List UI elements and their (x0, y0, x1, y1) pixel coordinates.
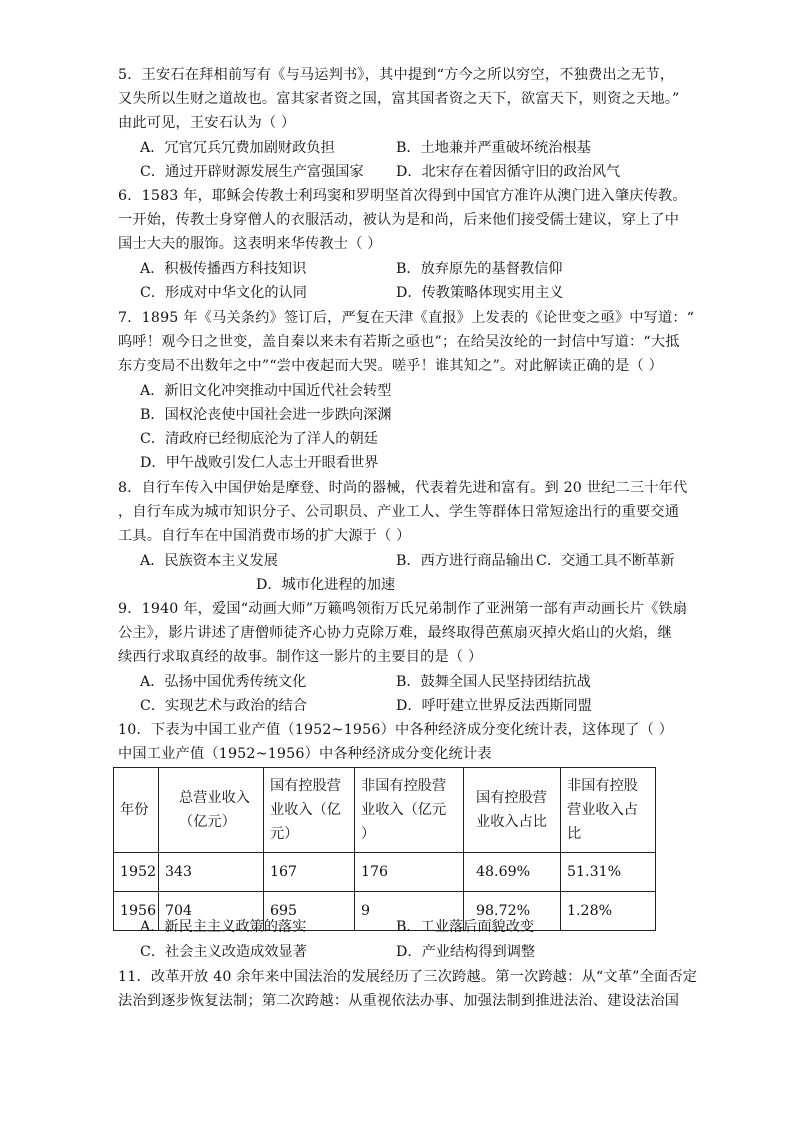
question-7-option-c: C．清政府已经彻底沦为了洋人的朝廷 (140, 431, 378, 447)
question-10-option-a: A．新民主主义政策的落实 (140, 919, 307, 935)
table-header-cell: 国有控股营 业收入（亿 元） (264, 768, 355, 853)
table-title: 中国工业产值（1952~1956）中各种经济成分变化统计表 (118, 746, 492, 762)
question-9-stem-line: 续西行求取真经的故事。制作这一影片的主要目的是（ ） (118, 649, 483, 665)
question-6-stem-line: 国士大夫的服饰。这表明来华传教士（ ） (118, 236, 382, 252)
question-11-stem-line: 法治到逐步恢复法制；第二次跨越：从重视依法办事、加强法制到推进法治、建设法治国 (118, 993, 680, 1009)
question-9-stem-line: 9．1940 年，爱国“动画大师”万籁鸣领衔万氏兄弟制作了亚洲第一部有声动画长片《铁扇 (118, 601, 688, 617)
question-5-stem-line: 5．王安石在拜相前写有《与马运判书》，其中提到“方今之所以穷空，不独费出之无节， (118, 67, 675, 83)
question-6-option-b: B．放弃原先的基督教信仰 (396, 261, 563, 277)
table-cell: 48.69% (464, 853, 561, 892)
question-8-stem-line: 工具。自行车在中国消费市场的扩大源于（ ） (118, 528, 411, 544)
question-9-option-c: C．实现艺术与政治的结合 (140, 698, 307, 714)
question-7-stem-line: 呜呼！观今日之世变，盖自秦以来未有若斯之亟也”；在给吴汝纶的一封信中写道：“大抵 (118, 334, 680, 350)
table-cell: 1956 (114, 892, 159, 931)
question-7-option-a: A．新旧文化冲突推动中国近代社会转型 (140, 383, 392, 399)
question-7-stem-line: 东方变局不出数年之中”“尝中夜起而大哭。嗟乎！谁其知之”。对此解读正确的是（ ） (118, 358, 664, 374)
question-6-option-c: C．形成对中华文化的认同 (140, 285, 307, 301)
question-6-option-d: D．传教策略体现实用主义 (396, 285, 564, 301)
question-8-option-a: A．民族资本主义发展 (140, 553, 278, 569)
table-cell: 704 (159, 892, 264, 931)
question-10-option-d: D．产业结构得到调整 (396, 944, 536, 960)
industrial-output-table (113, 767, 656, 931)
question-8-option-d: D．城市化进程的加速 (256, 577, 396, 593)
question-8-option-c: C．交通工具不断革新 (536, 553, 675, 569)
question-7-stem-line: 7．1895 年《马关条约》签订后，严复在天津《直报》上发表的《论世变之亟》中写道：“ (118, 310, 695, 326)
table-cell: 98.72% (464, 892, 561, 931)
table-cell: 176 (355, 853, 464, 892)
question-6-option-a: A．积极传播西方科技知识 (140, 261, 307, 277)
question-8-option-b: B．西方进行商品输出 (396, 553, 535, 569)
table-cell: 695 (264, 892, 355, 931)
table-cell: 1952 (114, 853, 159, 892)
question-8-stem-line: ，自行车成为城市知识分子、公司职员、产业工人、学生等群体日常短途出行的重要交通 (118, 504, 680, 520)
question-8-stem-line: 8．自行车传入中国伊始是摩登、时尚的器械，代表着先进和富有。到 20 世纪二三十年代 (118, 480, 688, 496)
question-5-option-c: C．通过开辟财源发展生产富强国家 (140, 164, 364, 180)
table-cell: 9 (355, 892, 464, 931)
question-10-stem-line: 10．下表为中国工业产值（1952~1956）中各种经济成分变化统计表，这体现了（ ） (118, 722, 674, 738)
question-5-option-d: D．北宋存在着因循守旧的政治风气 (396, 164, 621, 180)
table-header-cell: 非国有控股 营业收入占 比 (561, 768, 656, 853)
table-header-cell: 总营业收入 （亿元） (159, 768, 264, 853)
table-cell: 343 (159, 853, 264, 892)
table-cell: 51.31% (561, 853, 656, 892)
table-header-cell: 国有控股营 业收入占比 (464, 768, 561, 853)
question-5-stem-line: 又失所以生财之道故也。富其家者资之国，富其国者资之天下，欲富天下，则资之天地。” (118, 91, 680, 107)
question-6-stem-line: 6．1583 年，耶稣会传教士利玛窦和罗明坚首次得到中国官方准许从澳门进入肇庆传教。 (118, 188, 687, 204)
question-5-option-b: B．土地兼并严重破坏统治根基 (396, 140, 591, 156)
question-9-option-a: A．弘扬中国优秀传统文化 (140, 674, 307, 690)
table-cell: 167 (264, 853, 355, 892)
table-header-cell: 年份 (114, 768, 159, 853)
question-10-option-b: B．工业落后面貌改变 (396, 919, 535, 935)
question-9-option-b: B．鼓舞全国人民坚持团结抗战 (396, 674, 591, 690)
question-5-stem-line: 由此可见，王安石认为（ ） (118, 115, 296, 131)
question-10-option-c: C．社会主义改造成效显著 (140, 944, 307, 960)
table-header-cell: 非国有控股营 业收入（亿元 ） (355, 768, 464, 853)
question-11-stem-line: 11．改革开放 40 余年来中国法治的发展经历了三次跨越。第一次跨越：从“文革”全面否定 (118, 969, 698, 985)
question-6-stem-line: 一开始，传教士身穿僧人的衣服活动，被认为是和尚，后来他们接受儒士建议，穿上了中 (118, 212, 680, 228)
table-header-row (114, 768, 656, 853)
table-cell: 1.28% (561, 892, 656, 931)
question-9-option-d: D．呼吁建立世界反法西斯同盟 (396, 698, 592, 714)
question-7-option-d: D．甲午战败引发仁人志士开眼看世界 (140, 455, 379, 471)
question-9-stem-line: 公主》，影片讲述了唐僧师徒齐心协力克除万难，最终取得芭蕉扇灭掉火焰山的火焰，继 (118, 625, 673, 641)
table-row (114, 853, 656, 892)
question-7-option-b: B．国权沦丧使中国社会进一步跌向深渊 (140, 407, 392, 423)
question-5-option-a: A．冗官冗兵冗费加剧财政负担 (140, 140, 335, 156)
